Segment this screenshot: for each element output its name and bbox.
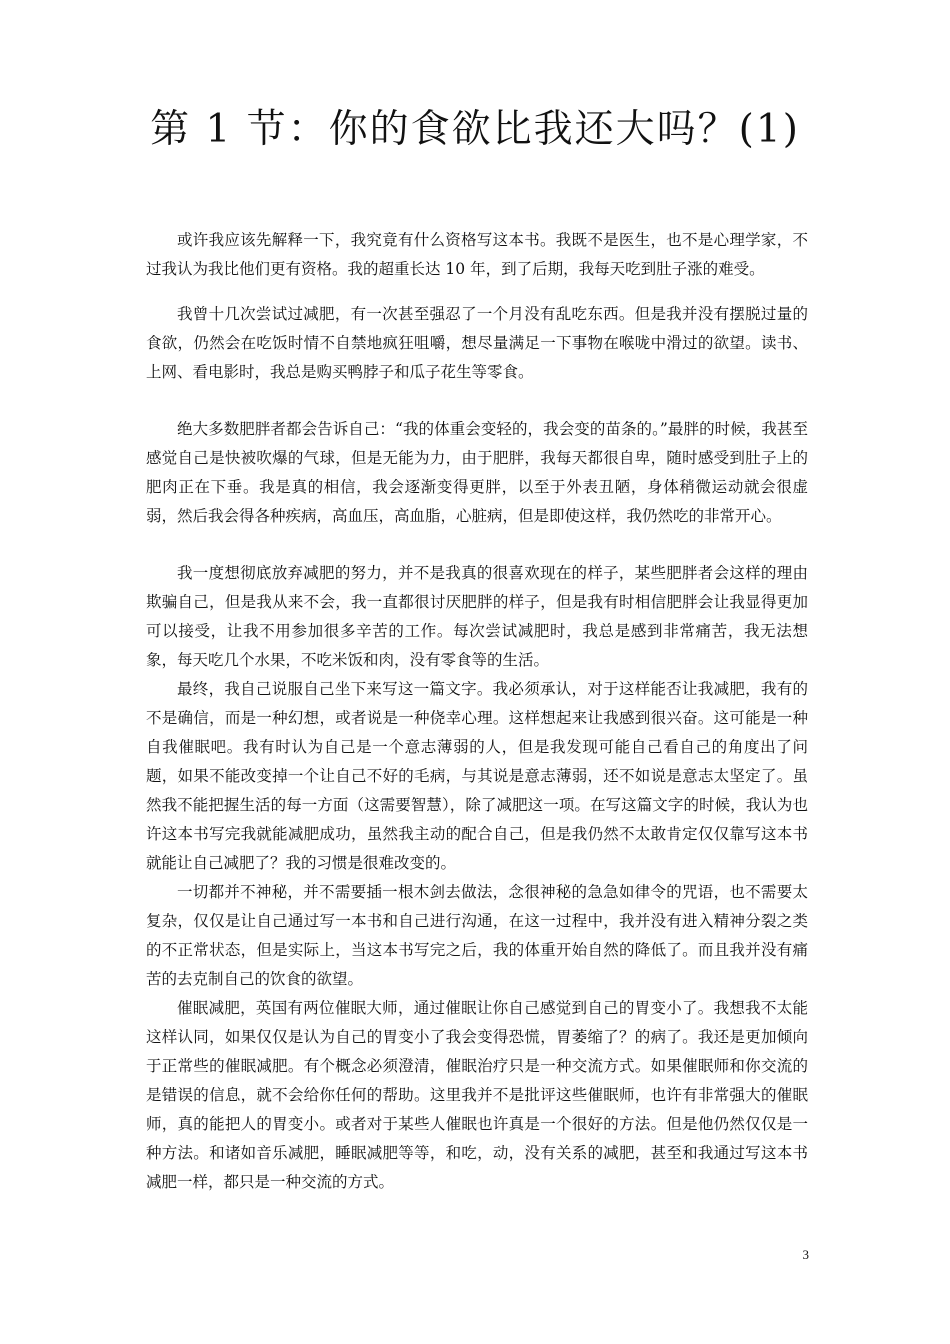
paragraph-7: 催眠减肥，英国有两位催眠大师，通过催眠让你自己感觉到自己的胃变小了。我想我不太能这样认同，如果仅仅是认为自己的胃变小了我会变得恐慌，胃萎缩了？的病了。我还是更加倾向于正常些的催眠减肥。有个概念必须澄清，催眠治疗只是一种交流方式。如果催眠师和你交流的是错误的信息，就不会给你任何的帮助。这里我并不是批评这些催眠师，也许有非常强大的催眠师，真的能把人的胃变小。或者对于某些人催眠也许真是一个很好的方法。但是他仍然仅仅是一种方法。和诸如音乐减肥，睡眠减肥等等，和吃，动，没有关系的减肥，甚至和我通过写这本书减肥一样，都只是一种交流的方式。 bbox=[146, 999, 808, 1191]
chapter-title: 第 1 节：你的食欲比我还大吗？(1) bbox=[150, 107, 800, 152]
paragraph-5: 最终，我自己说服自己坐下来写这一篇文字。我必须承认，对于这样能否让我减肥，我有的不是确信，而是一种幻想，或者说是一种侥幸心理。这样想起来让我感到很兴奋。这可能是一种自我催眠吧。我有时认为自己是一个意志薄弱的人，但是我发现可能自己看自己的角度出了问题，如果不能改变掉一个让自己不好的毛病，与其说是意志薄弱，还不如说是意志太坚定了。虽然我不能把握生活的每一方面（这需要智慧），除了减肥这一项。在写这篇文字的时候，我认为也许这本书写完我就能减肥成功，虽然我主动的配合自己，但是我仍然不太敢肯定仅仅靠写这本书就能让自己减肥了？我的习惯是很难改变的。 bbox=[146, 680, 808, 872]
paragraph-6: 一切都并不神秘，并不需要插一根木剑去做法，念很神秘的急急如律令的咒语，也不需要太复杂，仅仅是让自己通过写一本书和自己进行沟通，在这一过程中，我并没有进入精神分裂之类的不正常状态，但是实际上，当这本书写完之后，我的体重开始自然的降低了。而且我并没有痛苦的去克制自己的饮食的欲望。 bbox=[146, 883, 808, 988]
paragraph-1: 或许我应该先解释一下，我究竟有什么资格写这本书。我既不是医生，也不是心理学家，不过我认为我比他们更有资格。我的超重长达 10 年，到了后期，我每天吃到肚子涨的难受。 bbox=[146, 231, 808, 278]
page-number: 3 bbox=[802, 1247, 809, 1262]
document-body bbox=[146, 226, 808, 1197]
paragraph-3: 绝大多数肥胖者都会告诉自己：“我的体重会变轻的，我会变的苗条的。”最胖的时候，我甚至感觉自己是快被吹爆的气球，但是无能为力，由于肥胖，我每天都很自卑，随时感受到肚子上的肥肉正在下垂。我是真的相信，我会逐渐变得更胖，以至于外表丑陋，身体稍微运动就会很虚弱，然后我会得各种疾病，高血压，高血脂，心脏病，但是即使这样，我仍然吃的非常开心。 bbox=[146, 420, 808, 525]
paragraph-2: 我曾十几次尝试过减肥，有一次甚至强忍了一个月没有乱吃东西。但是我并没有摆脱过量的食欲，仍然会在吃饭时情不自禁地疯狂咀嚼，想尽量满足一下事物在喉咙中滑过的欲望。读书、上网、看电影时，我总是购买鸭脖子和瓜子花生等零食。 bbox=[146, 305, 808, 381]
paragraph-4: 我一度想彻底放弃减肥的努力，并不是我真的很喜欢现在的样子，某些肥胖者会这样的理由欺骗自己，但是我从来不会，我一直都很讨厌肥胖的样子，但是我有时相信肥胖会让我显得更加可以接受，让我不用参加很多辛苦的工作。每次尝试减肥时，我总是感到非常痛苦，我无法想象，每天吃几个水果，不吃米饭和肉，没有零食等的生活。 bbox=[146, 564, 808, 669]
